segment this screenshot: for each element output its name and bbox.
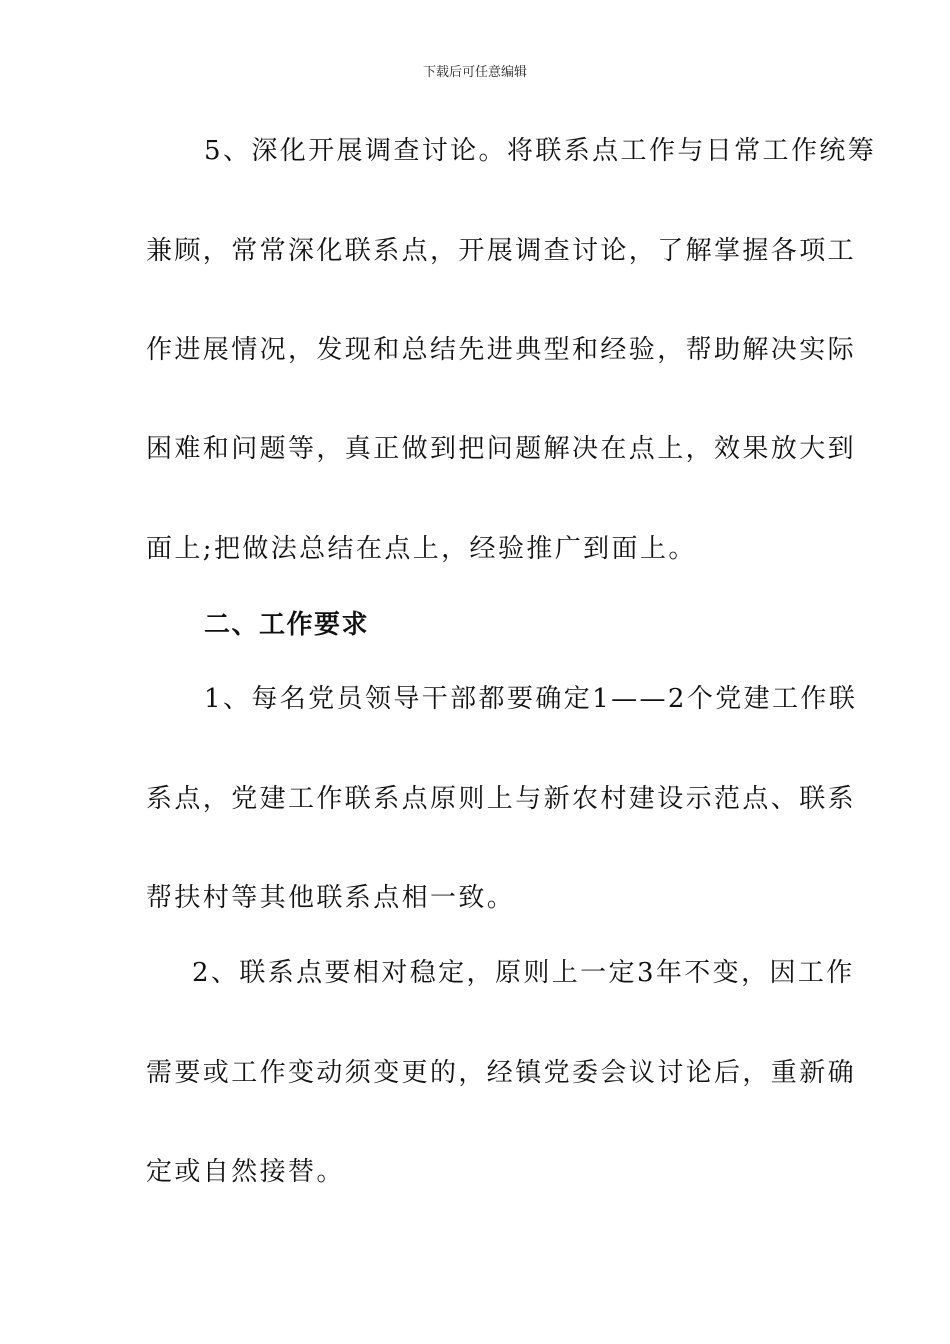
paragraph-5-line-4: 困难和问题等，真正做到把问题解决在点上，效果放大到	[146, 434, 857, 464]
item-2-line-1: 2、联系点要相对稳定，原则上一定3年不变，因工作	[192, 958, 855, 988]
item-2-line-2: 需要或工作变动须变更的，经镇党委会议讨论后，重新确	[146, 1058, 857, 1088]
page-header: 下载后可任意编辑	[422, 65, 527, 80]
item-2-line-3: 定或自然接替。	[146, 1157, 345, 1187]
paragraph-5-line-5: 面上;把做法总结在点上，经验推广到面上。	[146, 534, 697, 564]
item-1-line-1: 1、每名党员领导干部都要确定1——2个党建工作联	[204, 684, 858, 714]
item-1-line-2: 系点，党建工作联系点原则上与新农村建设示范点、联系	[146, 784, 857, 814]
paragraph-5-line-1: 5、深化开展调查讨论。将联系点工作与日常工作统筹	[204, 136, 877, 166]
paragraph-5-line-3: 作进展情况，发现和总结先进典型和经验，帮助解决实际	[146, 335, 857, 365]
item-1-line-3: 帮扶村等其他联系点相一致。	[146, 883, 516, 913]
paragraph-5-line-2: 兼顾，常常深化联系点，开展调查讨论，了解掌握各项工	[146, 236, 857, 266]
section-heading: 二、工作要求	[204, 610, 370, 640]
